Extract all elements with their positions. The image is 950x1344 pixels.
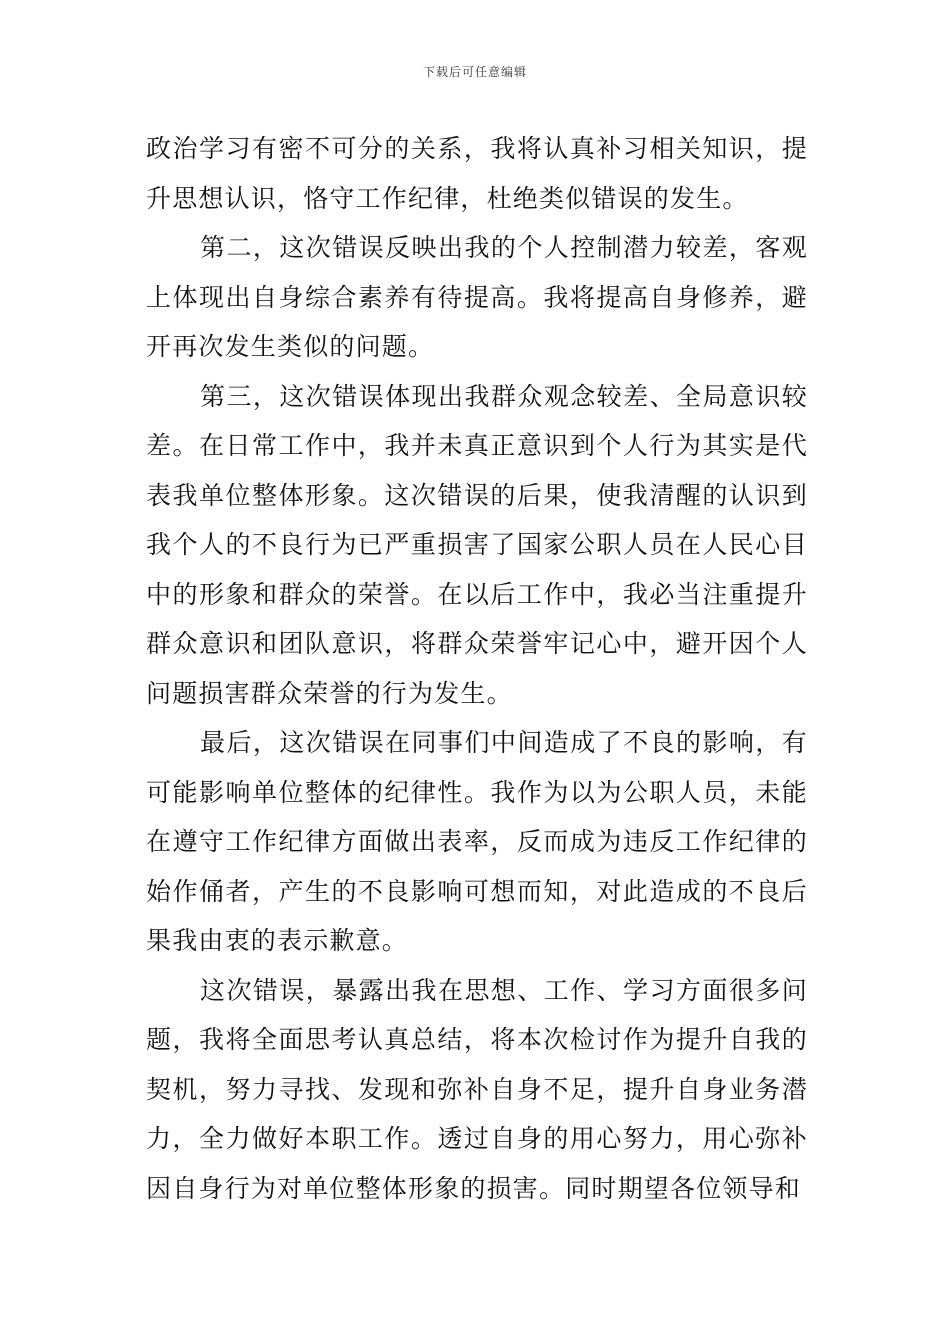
paragraph-5: 这次错误，暴露出我在思想、工作、学习方面很多问题，我将全面思考认真总结，将本次检讨作为提升自我的契机，努力寻找、发现和弥补自身不足，提升自身业务潜力，全力做好本职工作。透过自身的用心努力，用心弥补因自身行为对单位整体形象的损害。同时期望各位领导和 [146,975,808,1203]
document-body [146,124,808,1213]
paragraph-4: 最后，这次错误在同事们中间造成了不良的影响，有可能影响单位整体的纪律性。我作为以为公职人员，未能在遵守工作纪律方面做出表率，反而成为违反工作纪律的始作俑者，产生的不良影响可想而知，对此造成的不良后果我由衷的表示歉意。 [146,728,808,955]
paragraph-1: 政治学习有密不可分的关系，我将认真补习相关知识，提升思想认识，恪守工作纪律，杜绝类似错误的发生。 [146,134,808,213]
page-header: 下载后可任意编辑 [422,65,527,79]
paragraph-3: 第三，这次错误体现出我群众观念较差、全局意识较差。在日常工作中，我并未真正意识到个人行为其实是代表我单位整体形象。这次错误的后果，使我清醒的认识到我个人的不良行为已严重损害了国家公职人员在人民心目中的形象和群众的荣誉。在以后工作中，我必当注重提升群众意识和团队意识，将群众荣誉牢记心中，避开因个人问题损害群众荣誉的行为发生。 [146,381,808,708]
paragraph-2: 第二，这次错误反映出我的个人控制潜力较差，客观上体现出自身综合素养有待提高。我将提高自身修养，避开再次发生类似的问题。 [146,233,808,361]
